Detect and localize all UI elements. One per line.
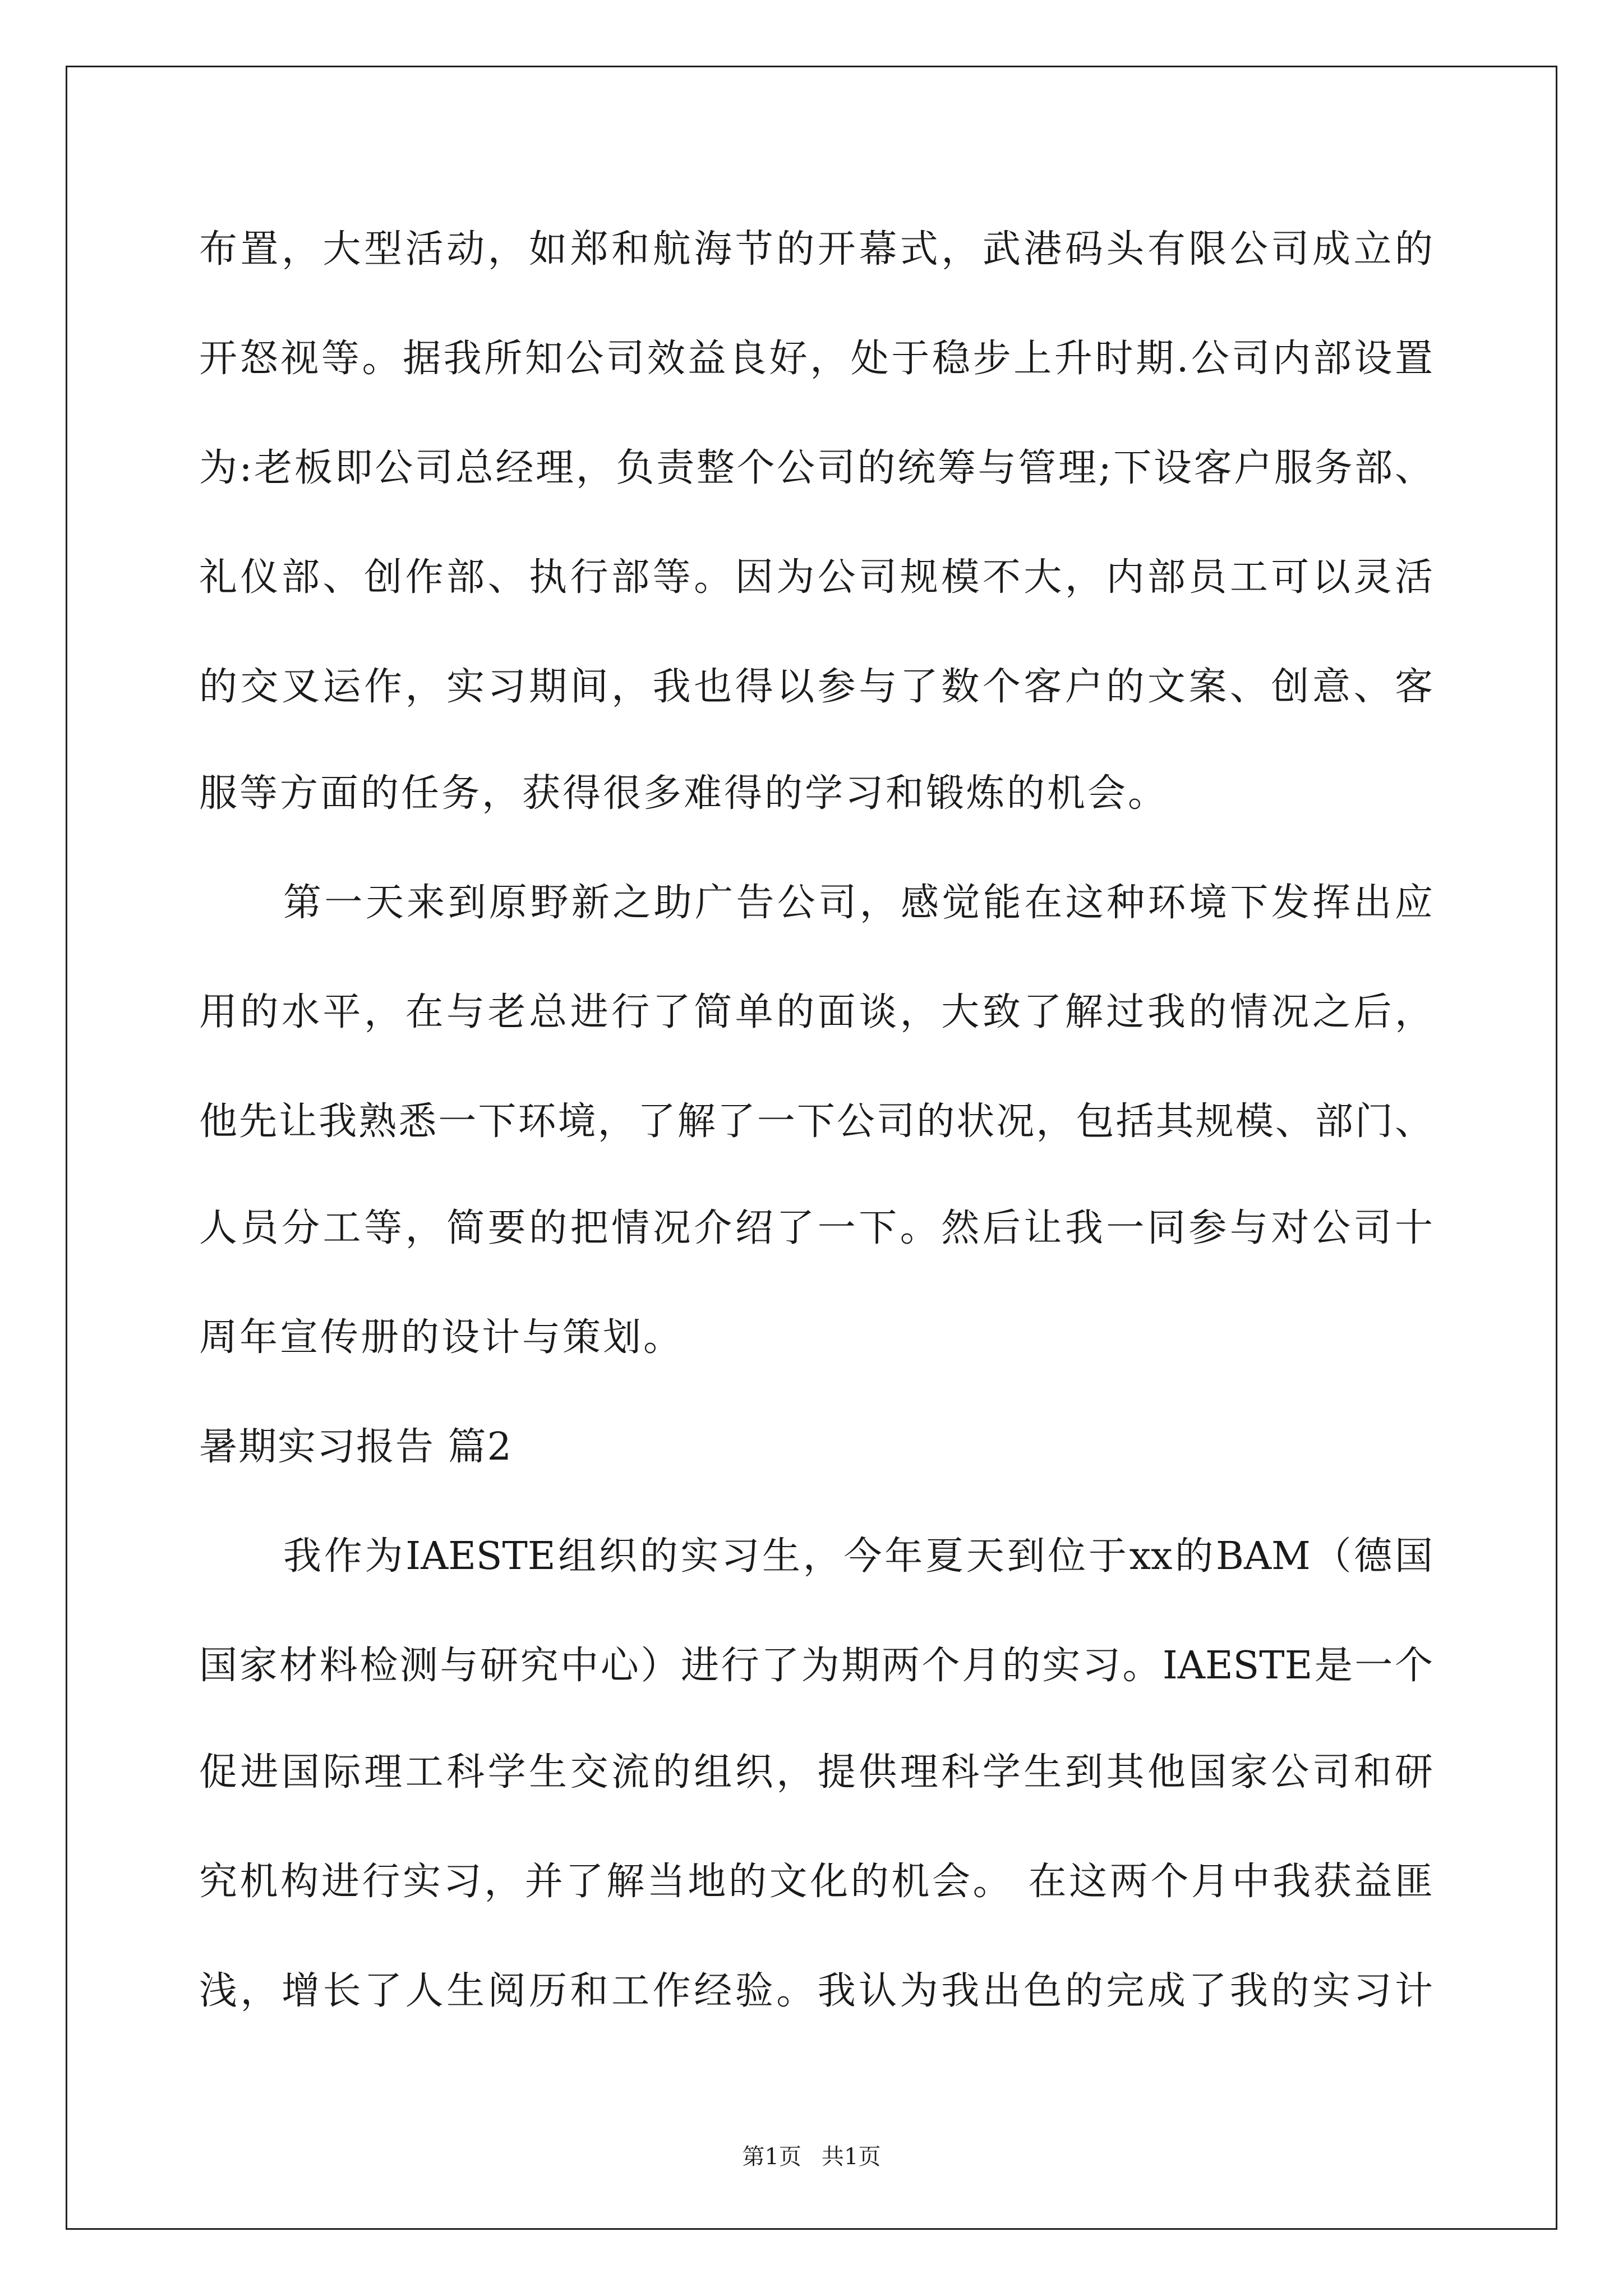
- text-line: 他先让我熟悉一下环境，了解了一下公司的状况，包括其规模、部门、: [199, 1099, 1433, 1144]
- text-line: 为:老板即公司总经理，负责整个公司的统筹与管理;下设客户服务部、: [199, 446, 1433, 490]
- text-line: 周年宣传册的设计与策划。: [199, 1315, 684, 1360]
- section-heading: 暑期实习报告 篇2: [199, 1425, 513, 1469]
- text-line: 促进国际理工科学生交流的组织，提供理科学生到其他国家公司和研: [199, 1750, 1433, 1795]
- text-line: 布置，大型活动，如郑和航海节的开幕式，武港码头有限公司成立的: [199, 227, 1433, 272]
- page-number: 第1页: [742, 2144, 801, 2170]
- page-total: 共1页: [822, 2144, 881, 2170]
- text-line: 浅，增长了人生阅历和工作经验。我认为我出色的完成了我的实习计: [199, 1969, 1433, 2013]
- text-line: 用的水平，在与老总进行了简单的面谈，大致了解过我的情况之后，: [199, 990, 1433, 1034]
- text-line: 人员分工等，简要的把情况介绍了一下。然后让我一同参与对公司十: [199, 1206, 1433, 1250]
- page-border: [66, 66, 1557, 2230]
- text-line: 我作为IAESTE组织的实习生，今年夏天到位于xx的BAM（德国: [283, 1534, 1433, 1579]
- text-line: 开怒视等。据我所知公司效益良好，处于稳步上升时期.公司内部设置: [199, 337, 1433, 381]
- text-line: 服等方面的任务，获得很多难得的学习和锻炼的机会。: [199, 771, 1169, 816]
- text-line: 的交叉运作，实习期间，我也得以参与了数个客户的文案、创意、客: [199, 665, 1433, 709]
- page-footer: [0, 2143, 1623, 2171]
- text-line: 究机构进行实习，并了解当地的文化的机会。 在这两个月中我获益匪: [199, 1860, 1433, 1904]
- text-line: 第一天来到原野新之助广告公司，感觉能在这种环境下发挥出应: [283, 881, 1433, 925]
- text-line: 国家材料检测与研究中心）进行了为期两个月的实习。IAESTE是一个: [199, 1644, 1433, 1688]
- text-line: 礼仪部、创作部、执行部等。因为公司规模不大，内部员工可以灵活: [199, 555, 1433, 600]
